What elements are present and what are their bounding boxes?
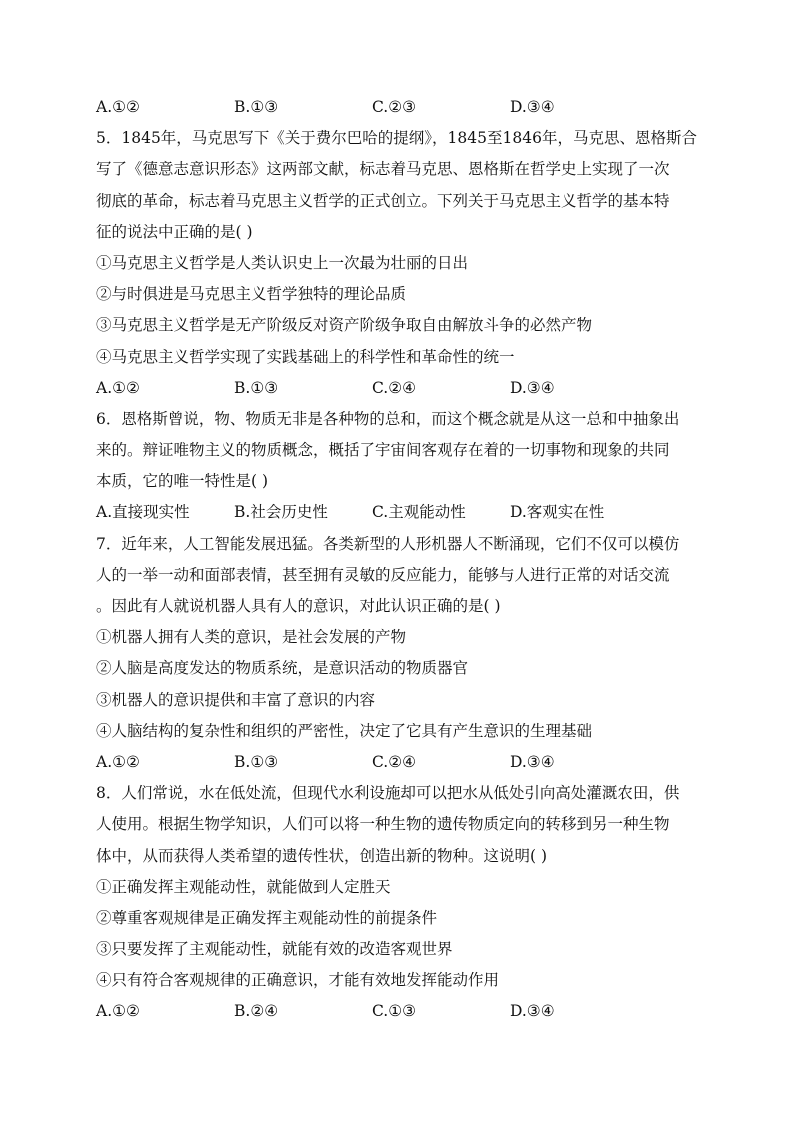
question-text-line: 6．恩格斯曾说，物、物质无非是各种物的总和，而这个概念就是从这一总和中抽象出 — [96, 409, 680, 428]
statement-3: ③只要发挥了主观能动性，就能有效的改造客观世界 — [96, 940, 453, 959]
option-a: A.①② — [96, 752, 140, 771]
statement-4: ④只有符合客观规律的正确意识，才能有效地发挥能动作用 — [96, 971, 500, 990]
option-d: D.③④ — [510, 1002, 555, 1021]
option-c: C.②④ — [372, 752, 417, 771]
option-b: B.①③ — [234, 752, 279, 771]
option-c: C.主观能动性 — [372, 503, 466, 522]
question-text-line: 8．人们常说，水在低处流，但现代水利设施却可以把水从低处引向高处灌溉农田，供 — [96, 784, 680, 803]
statement-3: ③机器人的意识提供和丰富了意识的内容 — [96, 690, 376, 709]
statement-1: ①机器人拥有人类的意识，是社会发展的产物 — [96, 628, 407, 647]
question-5 — [96, 123, 702, 404]
question-text-line: 7．近年来，人工智能发展迅猛。各类新型的人形机器人不断涌现，它们不仅可以模仿 — [96, 534, 680, 553]
statement-2: ②尊重客观规律是正确发挥主观能动性的前提条件 — [96, 908, 438, 927]
option-d: D.客观实在性 — [510, 503, 605, 522]
option-a: A.①② — [96, 1002, 140, 1021]
question-5-options — [96, 373, 702, 404]
page-content — [96, 92, 702, 1028]
question-text-line: 人使用。根据生物学知识，人们可以将一种生物的遗传物质定向的转移到另一种生物 — [96, 815, 670, 834]
question-6-options — [96, 497, 702, 528]
statement-2: ②与时俱进是马克思主义哲学独特的理论品质 — [96, 285, 407, 304]
statement-4: ④马克思主义哲学实现了实践基础上的科学性和革命性的统一 — [96, 347, 515, 366]
option-a: A.①② — [96, 378, 140, 397]
question-text-line: 彻底的革命，标志着马克思主义哲学的正式创立。下列关于马克思主义哲学的基本特 — [96, 191, 670, 210]
option-d: D.③④ — [510, 378, 555, 397]
question-text-line: 5．1845年，马克思写下《关于费尔巴哈的提纲》，1845至1846年，马克思、恩格斯合 — [96, 129, 697, 148]
option-b: B.②④ — [234, 1002, 279, 1021]
question-6 — [96, 404, 702, 529]
question-text-line: 。因此有人就说机器人具有人的意识，对此认识正确的是( ) — [96, 597, 501, 615]
question-text-line: 写了《德意志意识形态》这两部文献，标志着马克思、恩格斯在哲学史上实现了一次 — [96, 160, 670, 179]
option-b: B.①③ — [234, 98, 279, 116]
question-text-line: 本质，它的唯一特性是( ) — [96, 472, 269, 491]
option-b: B.①③ — [234, 378, 279, 397]
question-4-options — [96, 92, 702, 123]
statement-1: ①正确发挥主观能动性，就能做到人定胜天 — [96, 877, 391, 896]
statement-3: ③马克思主义哲学是无产阶级反对资产阶级争取自由解放斗争的必然产物 — [96, 316, 593, 335]
option-c: C.①③ — [372, 1002, 417, 1021]
question-7 — [96, 529, 702, 779]
option-d: D.③④ — [510, 752, 555, 771]
statement-2: ②人脑是高度发达的物质系统，是意识活动的物质器官 — [96, 659, 469, 678]
question-text-line: 人的一举一动和面部表情，甚至拥有灵敏的反应能力，能够与人进行正常的对话交流 — [96, 565, 670, 584]
question-8 — [96, 778, 702, 1028]
option-a: A.直接现实性 — [96, 503, 190, 522]
question-text-line: 体中，从而获得人类希望的遗传性状，创造出新的物种。这说明( ) — [96, 846, 548, 865]
question-8-options — [96, 996, 702, 1027]
option-c: C.②④ — [372, 378, 417, 397]
statement-1: ①马克思主义哲学是人类认识史上一次最为壮丽的日出 — [96, 253, 469, 272]
option-b: B.社会历史性 — [234, 503, 328, 522]
question-text-line: 征的说法中正确的是( ) — [96, 222, 253, 241]
question-7-options — [96, 747, 702, 778]
statement-4: ④人脑结构的复杂性和组织的严密性，决定了它具有产生意识的生理基础 — [96, 721, 593, 740]
option-d: D.③④ — [510, 98, 555, 116]
question-text-line: 来的。辩证唯物主义的物质概念，概括了宇宙间客观存在着的一切事物和现象的共同 — [96, 441, 670, 460]
option-a: A.①② — [96, 98, 140, 116]
option-c: C.②③ — [372, 98, 417, 116]
